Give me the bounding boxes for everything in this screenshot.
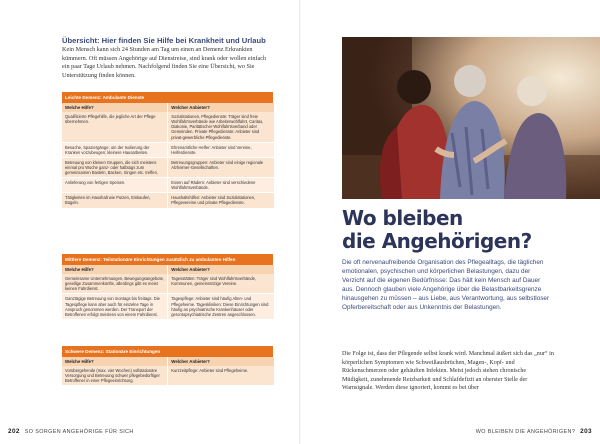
table-row bbox=[62, 142, 274, 157]
column-header-need: Welche Hilfe? bbox=[62, 357, 168, 366]
photo-elderly-group bbox=[342, 37, 600, 199]
right-page bbox=[300, 0, 600, 444]
help-table-severe bbox=[62, 346, 274, 386]
cell-provider: Tagespflege: Anbieter sind häufig Alten- und Pflegeheime. Tageskliniken: Diese Einrichtungen sind häufig an psychiatrische Krankenhäuser oder gerontopsychiatrische Zentren angeschlossen. bbox=[168, 294, 274, 319]
cell-provider: Sozialstationen, Pflegedienste: Träger sind freie Wohlfahrtsverbände wie Arbeiterwohlfahrt, Caritas, Diakonie, Paritätischer Wohlfahrtsverband oder Gemeinden. Private Pflegedienste: Anbieter sind privat-gewerbliche Pflegedienste. bbox=[168, 112, 274, 142]
table-row bbox=[62, 366, 274, 386]
table-band-row bbox=[62, 92, 274, 103]
photo-illustration bbox=[342, 37, 600, 199]
intro-paragraph: Kein Mensch kann sich 24 Stunden am Tag um einen an Demenz Erkrankten kümmern. Oft müssen Angehörige auf Dienstreise, sind krank oder wollen einfach ein paar Tage Urlaub nehmen. Nachfolgend finden Sie eine Übersicht, wo Sie Unterstützung finden können. bbox=[62, 46, 267, 80]
lead-paragraph: Die oft nervenaufreibende Organisation des Pflegealltags, die täglichen emotionalen, psychischen und körperlichen Belastungen, dazu der Verzicht auf die eigenen Bedürfnisse: Das hält kein Mensch auf Dauer aus. Dennoch glauben viele Angehörige über die Belastbarkeitsgrenze hinausgehen zu müssen – aus Liebe, aus Verantwortung, aus selbstloser Opferbereitschaft oder aus Unkenntnis der Belastungen. bbox=[342, 259, 550, 311]
cell-help: Gemeinsame Unternehmungen, Bewegungsangebote, gesellige Zusammenkünfte, allerdings gibt es meist keinen Fahrdienst. bbox=[62, 274, 168, 294]
table-column-header-row bbox=[62, 265, 274, 274]
cell-provider: Betreuungsgruppen: Anbieter sind einige regionale Alzheimer-Gesellschaften. bbox=[168, 157, 274, 177]
column-header-need: Welche Hilfe? bbox=[62, 265, 168, 274]
table-row bbox=[62, 157, 274, 177]
cell-help: Betreuung von kleinen Gruppen, die sich meistens einmal pro Woche ganz- oder halbtags zum gemeinsamen Basteln, Backen, Singen etc. treffen. bbox=[62, 157, 168, 177]
table-band-row bbox=[62, 346, 274, 357]
cell-provider: Essen auf Rädern: Anbieter sind verschiedene Wohlfahrtsverbände. bbox=[168, 178, 274, 193]
page-title bbox=[342, 207, 532, 253]
cell-help: Anlieferung von fertigen Speisen. bbox=[62, 178, 168, 193]
cell-help: Besuche, Spaziergänge; um der Isolierung der Kranken vorzubeugen; kleinere Hausarbeiten. bbox=[62, 142, 168, 157]
table-row bbox=[62, 193, 274, 208]
title-line-2: die Angehörigen? bbox=[342, 229, 532, 253]
running-title-right: WO BLEIBEN DIE ANGEHÖRIGEN? bbox=[475, 429, 576, 435]
body-paragraph: Die Folge ist, dass der Pflegende selbst krank wird. Manchmal äußert sich das „nur“ in körperlichen Symptomen wie Schweißausbrüchen, Magen-, Kopf- und Rückenschmerzen oder gehäuften Infekten. Meist jedoch stehen chronische Müdigkeit, zunehmende Reizbarkeit und Schlafdefizit an oberster Stelle der Warnsignale. Werden diese ignoriert, kommt es bei über bbox=[342, 351, 554, 392]
page-number-right: 203 bbox=[580, 428, 592, 435]
cell-help: Tätigkeiten im Haushalt wie Putzen, Einkaufen, Bügeln. bbox=[62, 193, 168, 208]
table-band-heading: Leichte Demenz: Ambulante Dienste bbox=[62, 92, 274, 103]
page-number-left: 202 bbox=[8, 428, 20, 435]
cell-help: Ganztägige Betreuung von montags bis freitags. Die Tagespflege kann aber auch für einzelne Tage in Anspruch genommen werden. Der Transport der Betroffenen erfolgt meistens von einem Fahrdienst. bbox=[62, 294, 168, 319]
cell-provider: Kurzzeitpflege: Anbieter sind Pflegeheime. bbox=[168, 366, 274, 386]
cell-provider: Tagesstätten: Träger sind Wohlfahrtsverbände, Kommunen, gemeinnützige Vereine. bbox=[168, 274, 274, 294]
table-row bbox=[62, 274, 274, 294]
running-title-left: SO SORGEN ANGEHÖRIGE FÜR SICH bbox=[24, 429, 134, 435]
cell-provider: Haushaltshilfen: Anbieter sind Sozialstationen, Pflegevereine und private Pflegedienste. bbox=[168, 193, 274, 208]
table-band-heading: Mittlere Demenz: Teilstationäre Einrichtungen zusätzlich zu ambulanten Hilfen bbox=[62, 254, 274, 265]
table-row bbox=[62, 112, 274, 142]
column-header-provider: Welcher Anbieter? bbox=[168, 357, 274, 366]
cell-help: Vorübergehende (max. vier Wochen) vollstationäre Versorgung und Betreuung schwer pflegebedürftiger Betroffener in einer Pflegeeinrichtung. bbox=[62, 366, 168, 386]
column-header-provider: Welcher Anbieter? bbox=[168, 103, 274, 112]
table-column-header-row bbox=[62, 357, 274, 366]
help-table-light bbox=[62, 92, 274, 209]
page-footer-left bbox=[8, 428, 134, 435]
section-subheading: Übersicht: Hier finden Sie Hilfe bei Krankheit und Urlaub bbox=[62, 36, 266, 45]
page-footer-right bbox=[476, 428, 592, 435]
title-line-1: Wo bleiben bbox=[342, 206, 463, 230]
column-header-need: Welche Hilfe? bbox=[62, 103, 168, 112]
help-table-moderate bbox=[62, 254, 274, 320]
table-column-header-row bbox=[62, 103, 274, 112]
cell-provider: Ehrenamtliche Helfer: Anbieter sind Vereine, Helferdienste. bbox=[168, 142, 274, 157]
table-band-heading: Schwere Demenz: Stationäre Einrichtungen bbox=[62, 346, 274, 357]
table-band-row bbox=[62, 254, 274, 265]
cell-help: Qualifizierte Pflegehilfe, die jegliche Art der Pflege übernehmen. bbox=[62, 112, 168, 142]
table-row bbox=[62, 178, 274, 193]
table-row bbox=[62, 294, 274, 319]
column-header-provider: Welcher Anbieter? bbox=[168, 265, 274, 274]
